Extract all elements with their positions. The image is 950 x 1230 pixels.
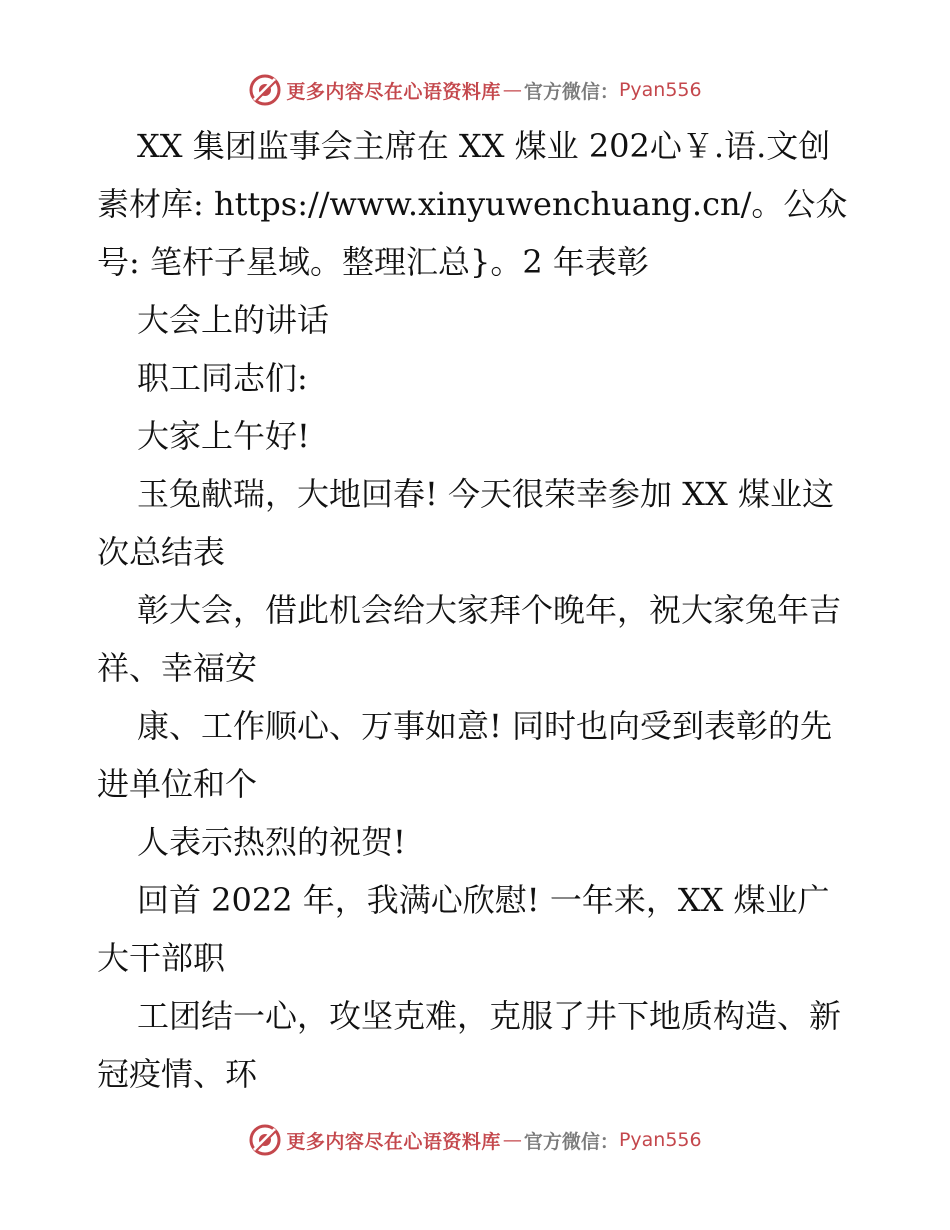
paragraph: 大会上的讲话: [137, 301, 330, 339]
paragraph: 康、工作顺心、万事如意! 同时也向受到表彰的先进单位和个: [97, 707, 833, 803]
document-body: [97, 117, 857, 1103]
paragraph: 职工同志们:: [137, 359, 308, 397]
paragraph: 大家上午好!: [137, 417, 310, 455]
footer-brand-text: 更多内容尽在心语资料库: [286, 1130, 501, 1153]
footer-dash: —: [502, 1129, 522, 1151]
paragraph: 人表示热烈的祝贺!: [137, 823, 406, 861]
paragraph: 回首 2022 年，我满心欣慰! 一年来，XX 煤业广大干部职: [97, 881, 830, 977]
footer-wechat-label: 官方微信：: [523, 1130, 619, 1153]
footer-wechat-id: Pyan556: [618, 1129, 702, 1151]
header-dash: —: [502, 79, 522, 101]
header-brand-text: 更多内容尽在心语资料库: [286, 80, 501, 103]
paragraph: 工团结一心，攻坚克难，克服了井下地质构造、新冠疫情、环: [97, 997, 842, 1093]
header-wechat-id: Pyan556: [618, 79, 702, 101]
header-wechat-label: 官方微信：: [523, 80, 619, 103]
xinyu-logo-icon: [248, 73, 282, 107]
paragraph: 彰大会，借此机会给大家拜个晚年，祝大家兔年吉祥、幸福安: [97, 591, 842, 687]
paragraph: XX 集团监事会主席在 XX 煤业 202心￥.语.文创素材库: https://www.xinyuwenchuang.cn/。公众号: 笔杆子星域。整理汇总}。2 年表彰: [97, 127, 848, 281]
xinyu-logo-icon: [248, 1123, 282, 1157]
footer-banner: [0, 1120, 950, 1160]
header-banner: [0, 70, 950, 110]
paragraph: 玉兔献瑞，大地回春! 今天很荣幸参加 XX 煤业这次总结表: [97, 475, 834, 571]
